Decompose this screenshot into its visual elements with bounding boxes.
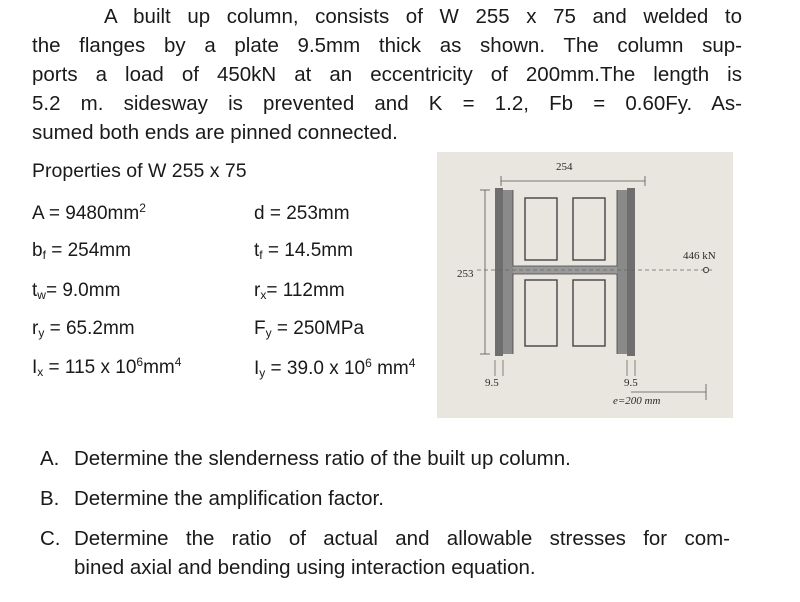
area-exponent: 2 <box>139 201 146 215</box>
ix-symbol: I <box>32 357 38 378</box>
iy-unit-exponent: 4 <box>408 356 416 370</box>
property-ix <box>32 355 181 379</box>
eccentricity-label: e=200 mm <box>613 395 661 407</box>
tf-subscript: f <box>259 248 263 262</box>
question-text: Determine the slenderness ratio of the built up column. <box>74 447 571 470</box>
tf-symbol: t <box>254 240 260 261</box>
property-ry <box>32 318 135 340</box>
iy-unit: mm <box>371 358 409 379</box>
tf-value: = 14.5mm <box>262 240 353 261</box>
iy-symbol: I <box>254 358 260 379</box>
problem-line: 5.2 m. sidesway is prevented and K = 1.2, Fb = 0.60Fy. As- <box>32 92 742 115</box>
area-text: A = 9480mm <box>32 203 140 224</box>
left-dimension-label: 253 <box>457 268 474 280</box>
iy-value: = 39.0 x 10 <box>265 358 366 379</box>
bf-subscript: f <box>42 248 46 262</box>
problem-line: sumed both ends are pinned connected. <box>32 121 398 144</box>
bf-value: = 254mm <box>45 240 131 261</box>
property-area <box>32 201 146 225</box>
iy-subscript: y <box>259 366 266 380</box>
h-outline-bottom <box>513 274 617 354</box>
property-rx <box>254 280 345 302</box>
question-item <box>40 484 730 513</box>
question-text: bined axial and bending using interaction equation. <box>74 556 536 579</box>
opening-outline <box>525 198 557 260</box>
property-tf <box>254 240 353 262</box>
property-fy <box>254 318 364 340</box>
depth-text: d = 253mm <box>254 203 350 224</box>
fy-subscript: y <box>265 326 272 340</box>
property-tw <box>32 280 120 302</box>
ry-subscript: y <box>38 326 45 340</box>
ix-value: = 115 x 10 <box>43 357 137 378</box>
ry-value: = 65.2mm <box>44 318 135 339</box>
question-letter: B. <box>40 487 60 510</box>
plate-thickness-left-label: 9.5 <box>485 377 499 389</box>
problem-line: ports a load of 450kN at an eccentricity of 200mm.The length is <box>32 63 742 86</box>
rx-value: = 112mm <box>266 280 345 301</box>
top-dimension-label: 254 <box>556 161 573 173</box>
column-section-drawing <box>437 152 733 418</box>
question-text: Determine the amplification factor. <box>74 487 384 510</box>
problem-statement <box>32 2 742 147</box>
question-item <box>40 524 730 582</box>
bf-symbol: b <box>32 240 43 261</box>
properties-title: Properties of W 255 x 75 <box>32 160 247 182</box>
opening-outline <box>573 198 605 260</box>
load-label: 446 kN <box>683 250 716 262</box>
property-bf <box>32 240 131 262</box>
right-flange <box>617 190 627 354</box>
question-text: Determine the ratio of actual and allowable stresses for com- <box>74 527 730 550</box>
column-section-figure <box>437 152 733 418</box>
problem-line: A built up column, consists of W 255 x 75 and welded to <box>104 5 742 28</box>
fy-symbol: F <box>254 318 266 339</box>
property-depth <box>254 203 350 225</box>
ix-subscript: x <box>37 365 44 379</box>
fy-value: = 250MPa <box>271 318 365 339</box>
opening-outline <box>573 280 605 346</box>
ix-unit-exponent: 4 <box>174 355 182 369</box>
question-letter: A. <box>40 447 60 470</box>
question-item <box>40 444 730 473</box>
h-outline-top <box>513 190 617 266</box>
rx-symbol: r <box>254 280 261 301</box>
iy-exponent: 6 <box>365 356 372 370</box>
tw-subscript: w <box>37 288 46 302</box>
tw-value: = 9.0mm <box>45 280 121 301</box>
plate-thickness-right-label: 9.5 <box>624 377 638 389</box>
question-list <box>40 444 730 593</box>
left-plate <box>495 188 503 356</box>
right-plate <box>627 188 635 356</box>
property-iy <box>254 356 415 380</box>
ry-symbol: r <box>32 318 39 339</box>
problem-line: the flanges by a plate 9.5mm thick as shown. The column sup- <box>32 34 742 57</box>
left-flange <box>503 190 513 354</box>
ix-exponent: 6 <box>136 355 144 369</box>
opening-outline <box>525 280 557 346</box>
tw-symbol: t <box>32 280 38 301</box>
ix-unit: mm <box>143 357 175 378</box>
rx-subscript: x <box>260 288 267 302</box>
question-letter: C. <box>40 527 61 550</box>
